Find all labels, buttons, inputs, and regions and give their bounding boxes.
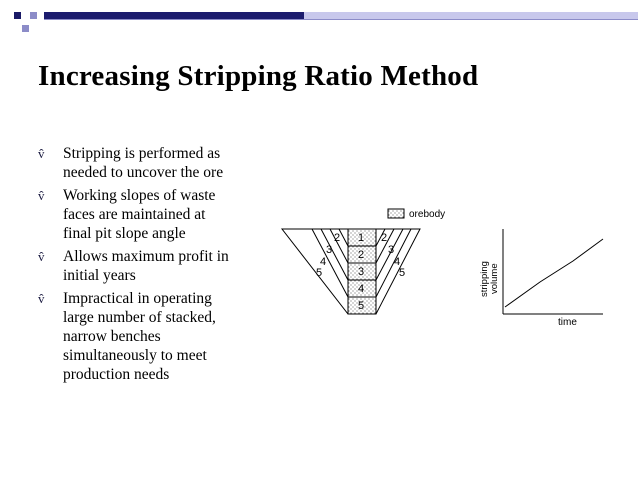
waste-bench-label: 3: [326, 244, 333, 256]
ore-block-label: 5: [358, 300, 365, 312]
ore-block-label: 3: [358, 266, 365, 278]
header-decoration: [0, 0, 638, 40]
stripping-volume-graph: [503, 229, 603, 314]
bullet-item: [38, 144, 268, 182]
bullet-list: [38, 144, 268, 388]
slide-title: Increasing Stripping Ratio Method: [38, 60, 479, 92]
waste-bench-label: 2: [334, 232, 341, 244]
orebody-legend-swatch: [388, 209, 404, 218]
waste-bench-label: 4: [394, 256, 401, 268]
graph-ylabel-line1: stripping: [479, 261, 490, 297]
bullet-text: Allows maximum profit in initial years: [63, 248, 229, 284]
bullet-check-icon: v̂: [38, 146, 45, 161]
ore-block-label: 4: [358, 283, 365, 295]
graph-xlabel: time: [558, 317, 577, 328]
ore-block-label: 2: [358, 249, 365, 261]
bullet-check-icon: v̂: [38, 249, 45, 264]
bullet-check-icon: v̂: [38, 291, 45, 306]
bullet-item: [38, 289, 268, 384]
bullet-text: Impractical in operating large number of stacked, narrow benches simultaneously to meet production needs: [63, 290, 216, 383]
bullet-text: Stripping is performed as needed to uncover the ore: [63, 145, 224, 181]
bullet-item: [38, 186, 268, 243]
pit-diagram-figure: [278, 204, 608, 334]
bullet-item: [38, 247, 268, 285]
waste-bench-label: 5: [399, 267, 406, 279]
waste-bench-label: 2: [381, 232, 388, 244]
bullet-text: Working slopes of waste faces are maintained at final pit slope angle: [63, 187, 216, 242]
bullet-check-icon: v̂: [38, 188, 45, 203]
waste-bench-label: 5: [316, 267, 323, 279]
graph-ylabel-line2: volume: [489, 263, 500, 294]
graph-ylabel: [479, 258, 500, 297]
waste-bench-label: 4: [320, 256, 327, 268]
ore-block-label: 1: [358, 232, 365, 244]
orebody-legend-label: orebody: [409, 209, 446, 220]
waste-bench-label: 3: [388, 244, 395, 256]
